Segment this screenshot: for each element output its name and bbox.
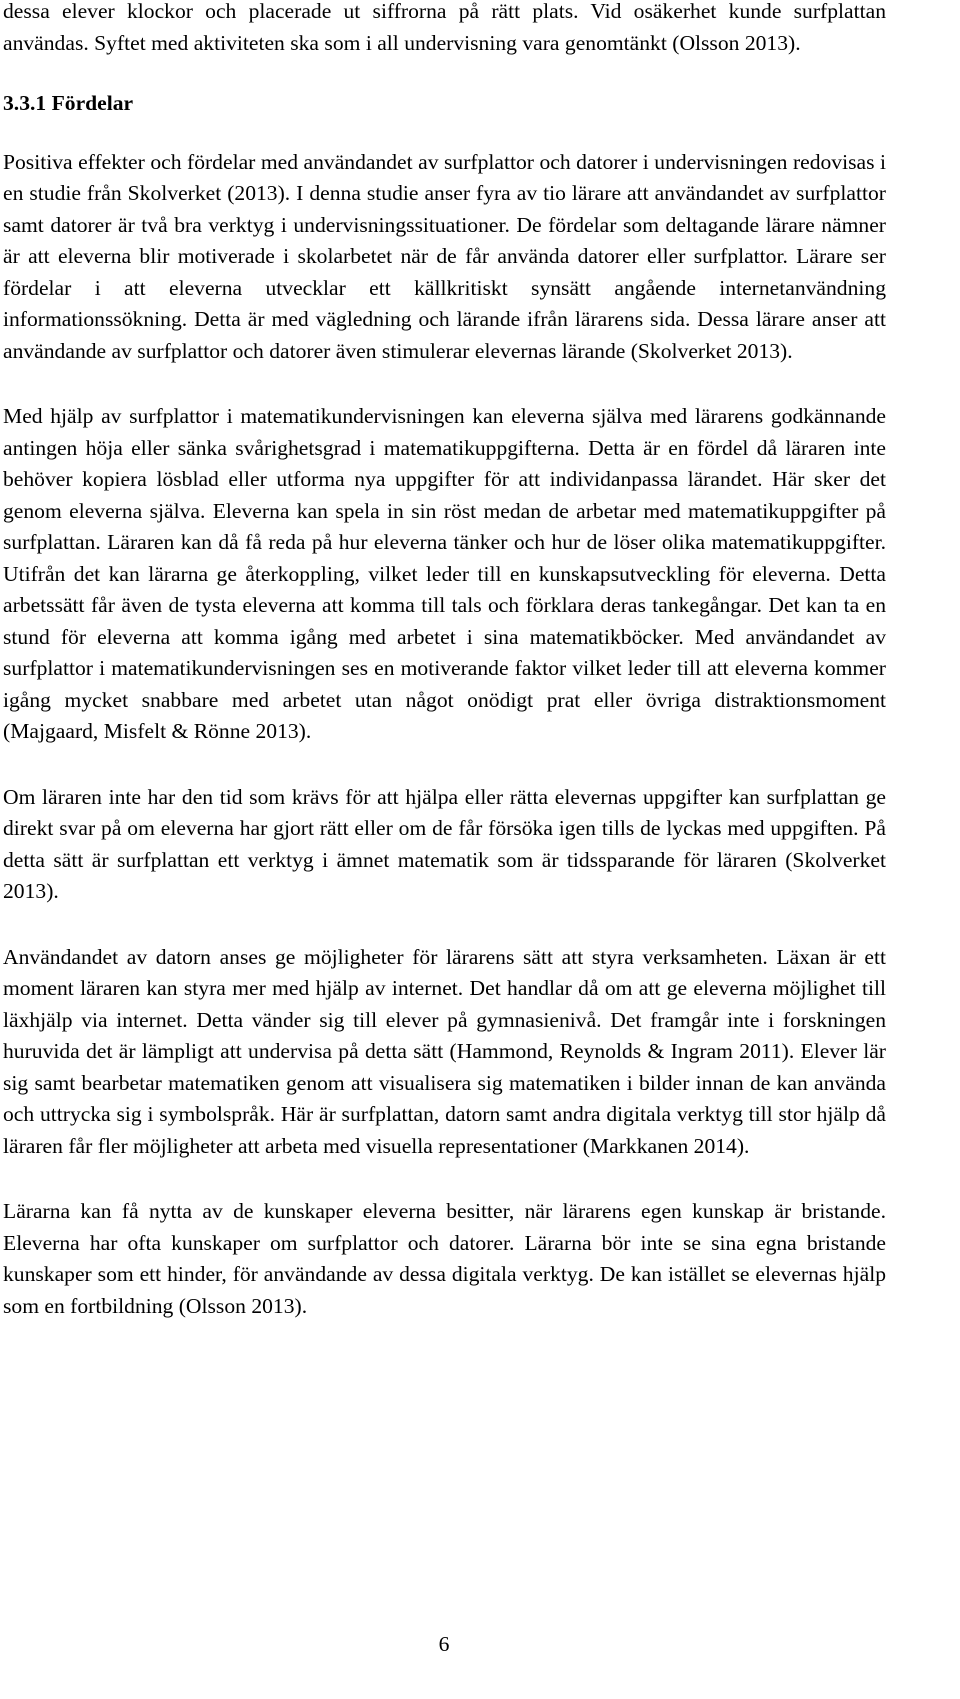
paragraph-fordelar-5: Lärarna kan få nytta av de kunskaper eleverna besitter, när lärarens egen kunskap är bristande. Eleverna har ofta kunskaper om surfplattor och datorer. Lärarna bör inte se sina egna bristande kunskaper som ett hinder, för användande av dessa digitala verktyg. De kan istället se elevernas hjälp som en fortbildning (Olsson 2013). — [3, 1199, 886, 1318]
paragraph-fordelar-2: Med hjälp av surfplattor i matematikundervisningen kan eleverna själva med lärarens godkännande antingen höja eller sänka svårighetsgrad i matematikuppgifterna. Detta är en fördel då läraren inte behöver kopiera lösblad eller utforma nya uppgifter för att individanpassa lärandet. Här sker det genom eleverna själva. Eleverna kan spela in sin röst medan de arbetar med matematikuppgifter på surfplattan. Läraren kan då få reda på hur eleverna tänker och hur de löser olika matematikuppgifter. Utifrån det kan lärarna ge återkoppling, vilket leder till en kunskapsutveckling för eleverna. Detta arbetssätt får även de tysta eleverna att komma till tals och förklara deras tankegångar. Det kan ta en stund för eleverna att komma igång med arbetet i sina matematikböcker. Med användandet av surfplattor i matematikundervisningen ses en motiverande faktor vilket leder till att eleverna kommer igång mycket snabbare med arbetet utan något onödigt prat eller övriga distraktionsmoment (Majgaard, Misfelt & Rönne 2013). — [3, 404, 886, 743]
spacer — [3, 367, 886, 401]
document-body — [3, 0, 886, 1322]
spacer — [3, 1162, 886, 1196]
spacer — [3, 908, 886, 942]
page-number: 6 — [438, 1632, 450, 1656]
paragraph-fordelar-3: Om läraren inte har den tid som krävs för att hjälpa eller rätta elevernas uppgifter kan surfplattan ge direkt svar på om eleverna har gjort rätt eller om de får försöka igen tills de lyckas med uppgiften. På detta sätt är surfplattan ett verktyg i ämnet matematik som är tidssparande för läraren (Skolverket 2013). — [3, 784, 886, 903]
section-heading: 3.3.1 Fördelar — [3, 91, 134, 115]
paragraph-fordelar-4: Användandet av datorn anses ge möjligheter för lärarens sätt att styra verksamheten. Läxan är ett moment läraren kan styra mer med hjälp av internet. Det handlar då om att ge eleverna möjlighet till läxhjälp via internet. Detta vänder sig till elever på gymnasienivå. Det framgår inte i forskningen huruvida det är lämpligt att undervisa på detta sätt (Hammond, Reynolds & Ingram 2011). Elever lär sig samt bearbetar matematiken genom att visualisera sig matematiken i bilder innan de kan använda och uttrycka sig i symbolspråk. Här är surfplattan, datorn samt andra digitala verktyg till stor hjälp då läraren får fler möjligheter att arbeta med visuella representationer (Markkanen 2014). — [3, 944, 886, 1158]
spacer — [3, 120, 886, 147]
intro-paragraph: dessa elever klockor och placerade ut siffrorna på rätt plats. Vid osäkerhet kunde surfplattan användas. Syftet med aktiviteten ska som i all undervisning vara genomtänkt (Olsson 2013). — [3, 0, 886, 55]
paragraph-fordelar-1: Positiva effekter och fördelar med användandet av surfplattor och datorer i undervisningen redovisas i en studie från Skolverket (2013). I denna studie anser fyra av tio lärare att användandet av surfplattor samt datorer är två bra verktyg i undervisningssituationer. De fördelar som deltagande lärare nämner är att eleverna blir motiverade i skolarbetet när de får använda datorer eller surfplattor. Lärare ser fördelar i att eleverna utvecklar ett källkritiskt synsätt angående internetanvändning informationssökning. Detta är med vägledning och lärande ifrån lärarens sida. Dessa lärare anser att användande av surfplattor och datorer även stimulerar elevernas lärande (Skolverket 2013). — [3, 149, 886, 363]
spacer — [3, 748, 886, 782]
